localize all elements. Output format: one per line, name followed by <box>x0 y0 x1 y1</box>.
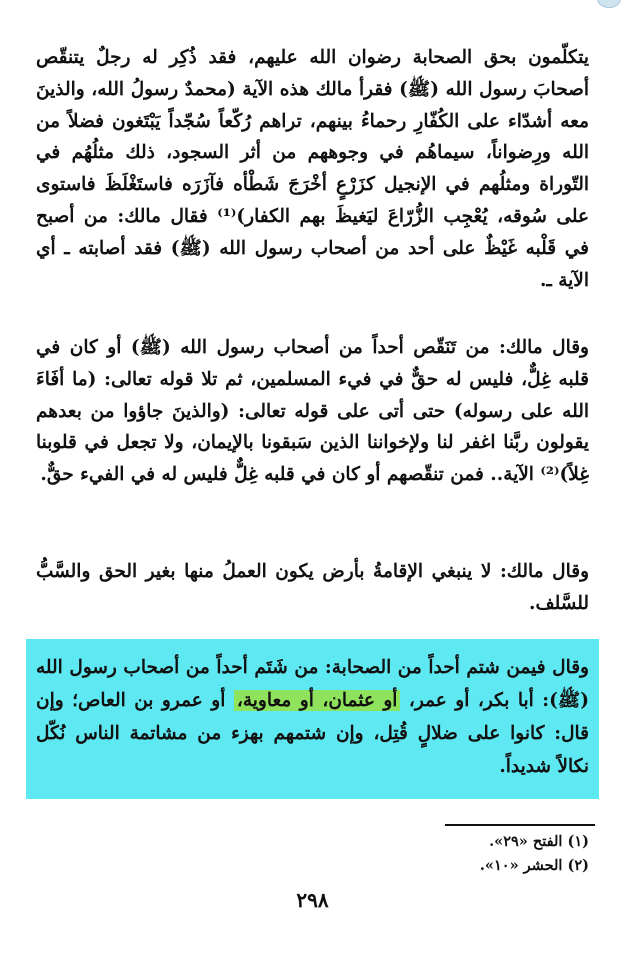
book-page <box>36 42 589 912</box>
footnotes <box>480 830 589 878</box>
highlighted-paragraph <box>26 639 599 799</box>
highlight-text-after: أو عمرو بن العاص؛ وإن قال: كانوا على ضلالٍ قُتِل، وإن شتمهم بهزء من مشاتمة الناس نُكّل نكالاً شديداً. <box>36 690 589 777</box>
corner-tab <box>597 0 621 8</box>
footnote-divider <box>445 824 595 826</box>
highlight-text-before: وقال فيمن شتم أحداً من الصحابة: من شَتَم أحداً من أصحاب رسول الله (ﷺ): أبا بكر، أو عمر، <box>36 657 589 711</box>
green-highlight: أو عثمان، أو معاوية، <box>234 690 401 711</box>
paragraph-1: يتكلّمون بحق الصحابة رضوان الله عليهم، فقد ذُكِر له رجلٌ يتنقّص أصحابَ رسول الله (ﷺ) فقرأ مالك هذه الآية (محمدٌ رسولُ الله، والذينَ معه أشدّاء على الكُفّارِ رحماءُ بينهم، تراهم رُكّعاً سُجّداً يَبْتَغون فضلاً من الله ورِضواناً، سيماهُم في وجوههم من أثر السجود، ذلك مثلُهُم في التّوراة ومثلُهم في الإنجيل كزَرْعٍ أخْرَجَ شَطْأه فآزَرَه فاستَغْلَظَ فاستوى على سُوقه، يُعْجِب الزُّرّاعَ ليَغيظَ بهم الكفار)⁽¹⁾ فقال مالك: من أصبح في قَلْبه غَيْظٌ على أحد من أصحاب رسول الله (ﷺ) فقد أصابته ـ أي الآية ـ. <box>36 47 589 291</box>
page-number: ٢٩٨ <box>296 888 329 912</box>
paragraph-3: وقال مالك: لا ينبغي الإقامةُ بأرض يكون العملُ منها بغير الحق والسَّبُّ للسَّلف. <box>36 561 589 614</box>
footnote-1: (١) الفتح «٢٩». <box>489 833 589 850</box>
highlighted-text <box>36 651 589 783</box>
footnote-2: (٢) الحشر «١٠». <box>479 857 589 874</box>
paragraph-2: وقال مالك: من تَنَقّص أحداً من أصحاب رسول الله (ﷺ) أو كان في قلبه غِلٌّ، فليس له حقٌّ في فيء المسلمين، ثم تلا قوله تعالى: (ما أفَاءَ الله على رسوله) حتى أتى على قوله تعالى: (والذينَ جاؤوا من بعدهم يقولون ربَّنا اغفر لنا ولإخواننا الذين سَبقونا بالإيمان، ولا تجعل في قلوبنا غِلاً)⁽²⁾ الآية.. فمن تنقّصهم أو كان في قلبه غِلٌّ فليس له في الفيء حقٌّ. <box>36 337 589 486</box>
